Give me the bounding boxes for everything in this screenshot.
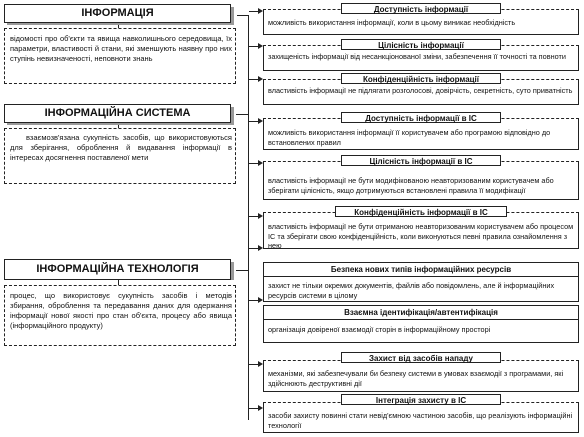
property-desc: механізми, які забезпечували би безпеку системи в умовах взаємодії з програмами, які здійснюють деструктивні дії	[263, 360, 579, 392]
property-desc: можливість використання інформації, коли в цьому виникає необхідність	[263, 9, 579, 35]
property-block	[263, 73, 579, 105]
concept-title-box	[4, 104, 231, 123]
property-desc: властивість інформації не бути отриманою неавторизованим користувачем або процесом ІС та зберігати свою конфіденційність, коли виконуються певні правила ознайомлення з нею	[263, 212, 579, 249]
connector-spine	[248, 15, 249, 420]
property-block	[263, 155, 579, 200]
property-title: Конфіденційність інформації	[341, 73, 501, 84]
property-title: Конфіденційність інформації в ІС	[335, 206, 507, 217]
connector	[237, 15, 248, 16]
concept-desc-box	[4, 285, 236, 346]
property-title: Доступність інформації	[341, 3, 501, 14]
property-block	[263, 112, 579, 150]
property-desc: властивість інформації не підлягати розголосові, довірчість, секретність, суто приватність	[263, 79, 579, 105]
concept-title: ІНФОРМАЦІЯ	[81, 7, 154, 19]
property-block	[263, 39, 579, 71]
property-title: Цілісність інформації	[341, 39, 501, 50]
property-title: Інтеграція захисту в ІС	[341, 394, 501, 405]
property-block	[263, 305, 579, 343]
connector	[236, 114, 248, 115]
property-block	[263, 262, 579, 302]
concept-desc-box	[4, 128, 236, 184]
property-title: Безпека нових типів інформаційних ресурсів	[263, 262, 579, 277]
concept-desc: процес, що використовує сукупність засобів і методів збирання, оброблення та передавання даних для одержання інформації нової якості про стан об'єкта, процесу або явища (інформаційного продукту)	[10, 291, 232, 330]
property-desc: властивість інформації не бути модифікованою неавторизованим користувачем або зберігати цілісність, якщо дотримуються встановлені правила її модифікації	[263, 161, 579, 200]
property-title: Взаємна ідентифікація/автентифікація	[263, 305, 579, 320]
concept-desc: відомості про об'єкти та явища навколишнього середовища, їх параметри, властивості й стани, які зменшують наявну про них ступінь невизначеності, неповноти знань	[10, 34, 232, 63]
concept-title-box	[4, 4, 231, 23]
property-block	[263, 394, 579, 433]
property-desc: захищеність інформації від несанкціонованої зміни, забезпечення її точності та повноти	[263, 45, 579, 71]
property-block	[263, 3, 579, 35]
property-title: Цілісність інформації в ІС	[341, 155, 501, 166]
connector	[236, 270, 248, 271]
concept-desc-box	[4, 28, 236, 84]
concept-title: ІНФОРМАЦІЙНА ТЕХНОЛОГІЯ	[36, 263, 199, 275]
concept-title: ІНФОРМАЦІЙНА СИСТЕМА	[44, 107, 191, 119]
property-desc: можливість використання інформації її користувачем або програмою відповідно до встановлених правил	[263, 118, 579, 150]
concept-desc: взаємозв'язана сукупність засобів, що використовуються для зберігання, оброблення й видавання інформації в інтересах досягнення поставленої мети	[10, 133, 232, 162]
concept-title-box	[4, 259, 231, 280]
property-block	[263, 352, 579, 392]
property-title: Доступність інформації в ІС	[341, 112, 501, 123]
property-block	[263, 206, 579, 249]
property-desc: захист не тільки окремих документів, файлів або повідомлень, але й інформаційних ресурсів системи в цілому	[263, 270, 579, 302]
property-title: Захист від засобів нападу	[341, 352, 501, 363]
property-desc: організація довіреної взаємодії сторін в інформаційному просторі	[263, 313, 579, 343]
property-desc: засоби захисту повинні стати невід'ємною частиною засобів, що реалізують інформаційні технології	[263, 402, 579, 433]
